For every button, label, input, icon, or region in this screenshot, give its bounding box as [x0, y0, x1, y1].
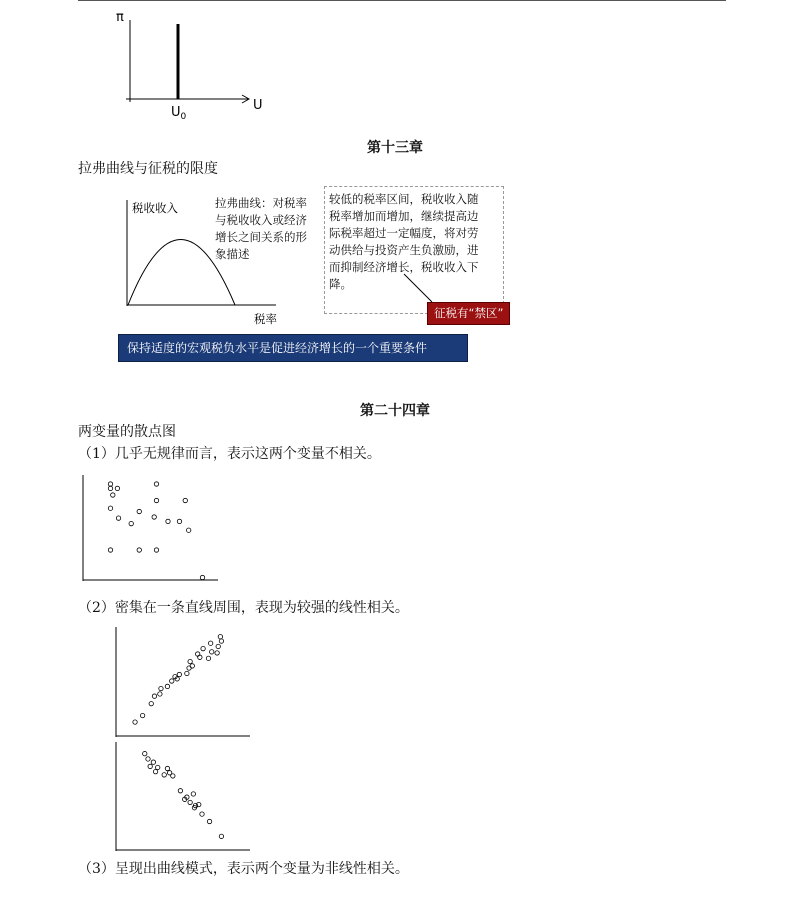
scatter1-point [129, 521, 133, 525]
scatter2-point [218, 635, 222, 639]
description-line: 拉弗曲线：对税率 [215, 196, 307, 210]
scatter3-point [156, 765, 160, 769]
callout-line: 较低的税率区间，税收收入随 [329, 192, 479, 206]
scatter2-point [158, 692, 162, 696]
laffer-y-label: 税收收入 [132, 201, 178, 215]
scatter2-point [188, 659, 192, 663]
scatter1-point [108, 482, 112, 486]
laffer-description [215, 195, 327, 263]
figure1-tick-label: $U_0$ [171, 105, 187, 121]
description-line: 与税收收入或经济 [215, 213, 307, 227]
scatter1-point [152, 515, 156, 519]
scatter1-point [108, 506, 112, 510]
scatter2-point [149, 701, 153, 705]
scatter1-point [115, 486, 119, 490]
scatter1-point [154, 498, 158, 502]
scatter-positive-linear [115, 625, 255, 737]
item2-text: （2）密集在一条直线周围，表现为较强的线性相关。 [78, 600, 409, 616]
supply-vertical-figure [110, 6, 270, 121]
scatter2-point [210, 650, 214, 654]
scatter3-point [188, 800, 192, 804]
description-line: 增长之间关系的形 [215, 230, 307, 244]
callout-line: 际税率超过一定幅度，将对劳 [329, 226, 479, 240]
scatter2-point [177, 672, 181, 676]
scatter2-point [133, 720, 137, 724]
figure1-axes [126, 20, 249, 103]
scatter1-point [108, 548, 112, 552]
item3-text: （3）呈现出曲线模式，表示两个变量为非线性相关。 [78, 861, 409, 877]
scatter3-point [148, 764, 152, 768]
scatter2-point [152, 694, 156, 698]
scatter1-point [154, 482, 158, 486]
top-rule [78, 0, 726, 1]
scatter1-point [200, 575, 204, 579]
callout-pointer [400, 270, 440, 306]
scatter1-point [108, 486, 112, 490]
scatter1-point [183, 498, 187, 502]
scatter-no-correlation [82, 475, 222, 583]
scatter3-point [207, 819, 211, 823]
scatter2-point [140, 713, 144, 717]
scatter2-point [165, 684, 169, 688]
scatter1-point [154, 548, 158, 552]
scatter3-point [200, 812, 204, 816]
scatter1-point [166, 519, 170, 523]
scatter1-point [137, 548, 141, 552]
scatter3-point [146, 757, 150, 761]
callout-line: 而抑制经济增长，税收收入下 [329, 260, 479, 274]
callout-line: 动供给与投资产生负激励，进 [329, 243, 479, 257]
scatter3-point [219, 834, 223, 838]
chapter13-subtitle: 拉弗曲线与征税的限度 [78, 161, 218, 177]
tax-burden-banner: 保持适度的宏观税负水平是促进经济增长的一个重要条件 [118, 334, 468, 362]
scatter1-point [187, 528, 191, 532]
scatter2-point [190, 664, 194, 668]
scatter2-point [219, 639, 223, 643]
scatter2-point [216, 644, 220, 648]
scatter1-point [137, 509, 141, 513]
laffer-x-label: 税率 [254, 312, 277, 326]
scatter1-point [177, 519, 181, 523]
scatter2-point [159, 686, 163, 690]
callout-line: 降。 [329, 277, 352, 291]
scatter2-point [170, 679, 174, 683]
scatter2-point [215, 651, 219, 655]
description-line: 象描述 [215, 247, 250, 261]
chapter24-title: 第二十四章 [360, 403, 430, 419]
item1-text: （1）几乎无规律而言，表示这两个变量不相关。 [78, 446, 381, 462]
scatter-negative-linear [115, 742, 255, 852]
scatter1-point [116, 516, 120, 520]
scatter2-point [206, 656, 210, 660]
scatter3-point [151, 760, 155, 764]
figure1-x-label: U [253, 98, 263, 113]
figure1-y-label: π [116, 10, 124, 25]
scatter2-point [201, 646, 205, 650]
chapter13-title: 第十三章 [367, 140, 423, 156]
chapter24-subtitle: 两变量的散点图 [78, 424, 176, 440]
scatter1-point [111, 493, 115, 497]
scatter3-point [143, 751, 147, 755]
scatter3-point [165, 766, 169, 770]
forbidden-zone-label: 征税有“禁区” [427, 302, 510, 325]
scatter3-point [171, 774, 175, 778]
scatter3-point [153, 769, 157, 773]
scatter3-point [178, 789, 182, 793]
scatter3-point [162, 773, 166, 777]
callout-line: 税率增加而增加，继续提高边 [329, 209, 479, 223]
scatter3-point [191, 792, 195, 796]
scatter2-point [195, 652, 199, 656]
scatter2-point [185, 671, 189, 675]
scatter2-point [208, 641, 212, 645]
